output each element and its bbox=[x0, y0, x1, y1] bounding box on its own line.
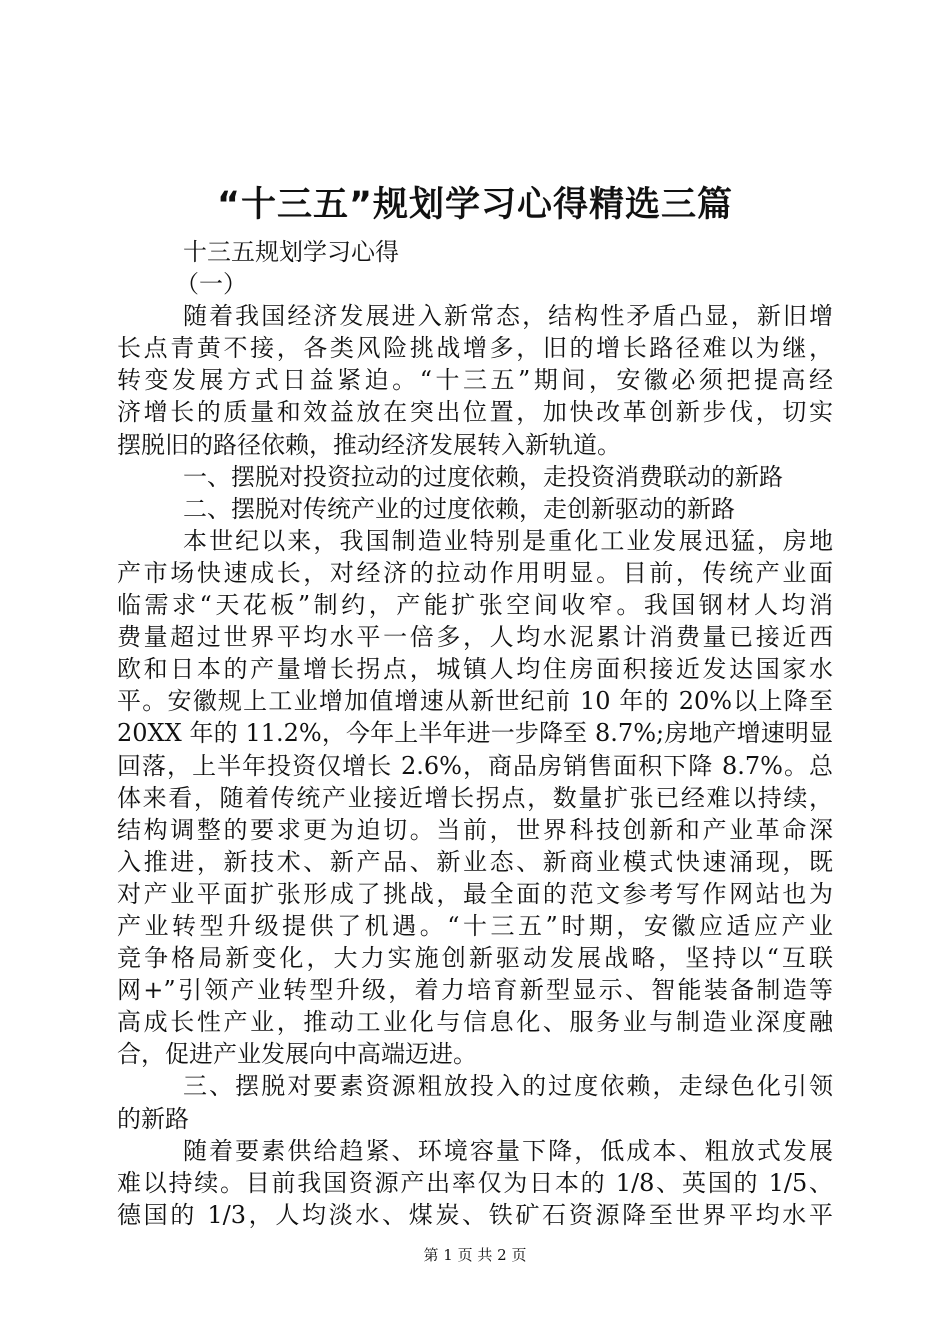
heading-line: 三、摆脱对要素资源粗放投入的过度依赖，走绿色化引领 bbox=[183, 1072, 833, 1101]
paragraph-line: 费量超过世界平均水平一倍多，人均水泥累计消费量已接近西 bbox=[117, 623, 833, 652]
subtitle-line: 十三五规划学习心得 bbox=[183, 238, 399, 266]
document-title: “十三五”规划学习心得精选三篇 bbox=[216, 185, 733, 225]
paragraph-line: 临需求“天花板”制约，产能扩张空间收窄。我国钢材人均消 bbox=[117, 591, 833, 620]
paragraph-line: 对产业平面扩张形成了挑战，最全面的范文参考写作网站也为 bbox=[117, 879, 833, 908]
document-body bbox=[117, 236, 833, 1231]
paragraph-line: 济增长的质量和效益放在突出位置，加快改革创新步伐，切实 bbox=[117, 398, 833, 427]
paragraph-line: 随着我国经济发展进入新常态，结构性矛盾凸显，新旧增 bbox=[183, 302, 833, 331]
paragraph-line: 德国的 1/3，人均淡水、煤炭、铁矿石资源降至世界平均水平 bbox=[117, 1200, 833, 1229]
paragraph-line: 难以持续。目前我国资源产出率仅为日本的 1/8、英国的 1/5、 bbox=[117, 1168, 833, 1197]
paragraph-line: 竞争格局新变化，大力实施创新驱动发展战略，坚持以“互联 bbox=[117, 944, 833, 973]
paragraph-line: 摆脱旧的路径依赖，推动经济发展转入新轨道。 bbox=[117, 430, 621, 459]
paragraph-line: 结构调整的要求更为迫切。当前，世界科技创新和产业革命深 bbox=[117, 815, 833, 844]
heading-line: 一、摆脱对投资拉动的过度依赖，走投资消费联动的新路 bbox=[183, 462, 783, 491]
paragraph-line: 平。安徽规上工业增加值增速从新世纪前 10 年的 20%以上降至 bbox=[117, 687, 833, 716]
paragraph-line: 入推进，新技术、新产品、新业态、新商业模式快速涌现，既 bbox=[117, 847, 833, 876]
heading-line: 的新路 bbox=[117, 1104, 189, 1133]
paragraph-line: 随着要素供给趋紧、环境容量下降，低成本、粗放式发展 bbox=[183, 1136, 833, 1165]
heading-line: 二、摆脱对传统产业的过度依赖，走创新驱动的新路 bbox=[183, 494, 735, 523]
paragraph-line: 合，促进产业发展向中高端迈进。 bbox=[117, 1040, 477, 1069]
page-footer: 第 1 页 共 2 页 bbox=[423, 1246, 527, 1264]
paragraph-line: 本世纪以来，我国制造业特别是重化工业发展迅猛，房地 bbox=[183, 526, 833, 555]
paragraph-line: 体来看，随着传统产业接近增长拐点，数量扩张已经难以持续， bbox=[117, 783, 833, 812]
paragraph-line: 产业转型升级提供了机遇。“十三五”时期，安徽应适应产业 bbox=[117, 911, 833, 940]
paragraph-line: 长点青黄不接，各类风险挑战增多，旧的增长路径难以为继， bbox=[117, 334, 833, 363]
paragraph-line: 高成长性产业，推动工业化与信息化、服务业与制造业深度融 bbox=[117, 1008, 833, 1037]
paragraph-line: 转变发展方式日益紧迫。“十三五”期间，安徽必须把提高经 bbox=[117, 366, 833, 395]
paragraph-line: 20XX 年的 11.2%，今年上半年进一步降至 8.7%;房地产增速明显 bbox=[117, 719, 833, 748]
section-number-line: （一） bbox=[175, 270, 247, 299]
paragraph-line: 欧和日本的产量增长拐点，城镇人均住房面积接近发达国家水 bbox=[117, 655, 833, 684]
paragraph-line: 产市场快速成长，对经济的拉动作用明显。目前，传统产业面 bbox=[117, 558, 833, 587]
paragraph-line: 网+”引领产业转型升级，着力培育新型显示、智能装备制造等 bbox=[117, 976, 833, 1005]
paragraph-line: 回落，上半年投资仅增长 2.6%，商品房销售面积下降 8.7%。总 bbox=[117, 751, 833, 780]
